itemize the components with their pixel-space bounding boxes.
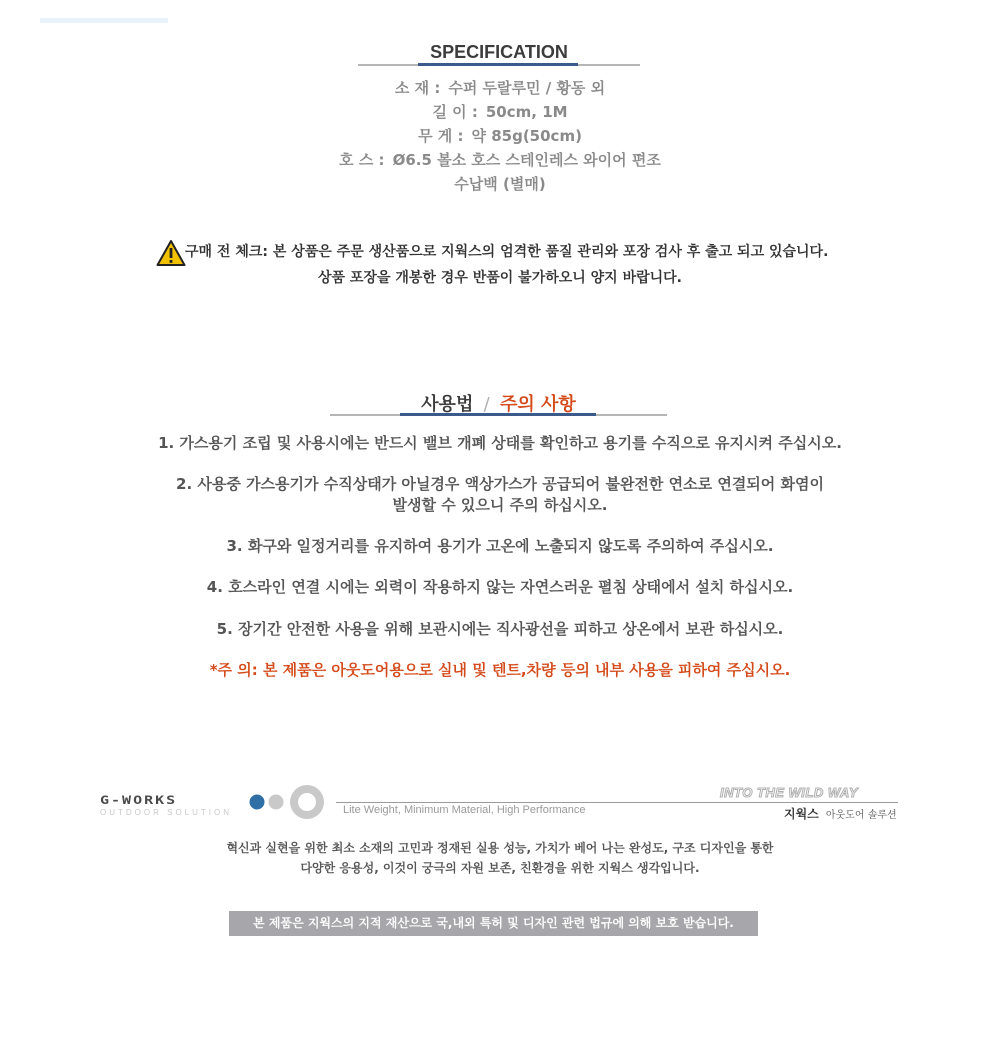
top-left-mark	[40, 18, 168, 23]
gworks-logo-sub: OUTDOOR SOLUTION	[100, 808, 233, 817]
usage-item-5: 5. 장기간 안전한 사용을 위해 보관시에는 직사광선을 피하고 상온에서 보관 하십시오.	[216, 620, 784, 638]
gworks-logo-text: G-WORKS	[100, 793, 178, 807]
usage-title-accent: 주의 사항	[499, 394, 576, 415]
spec-list	[0, 76, 1000, 196]
usage-heading	[330, 390, 667, 420]
spec-weight: 무 게 : 약 85g(50cm)	[418, 127, 582, 145]
usage-title-sep: /	[483, 394, 490, 415]
spec-title: SPECIFICATION	[430, 42, 568, 62]
usage-caution: *주 의: 본 제품은 아웃도어용으로 실내 및 텐트,차량 등의 내부 사용을 피하여 주십시오.	[209, 661, 791, 679]
footer-desc-2: 다양한 응용성, 이것이 궁극의 자원 보존, 친환경을 위한 지웍스 생각입니다.	[300, 861, 700, 875]
notice-bar	[229, 911, 758, 936]
warning-line-2: 상품 포장을 개봉한 경우 반품이 불가하오니 양지 바랍니다.	[317, 270, 682, 286]
usage-item-2: 2. 사용중 가스용기가 수직상태가 아닐경우 액상가스가 공급되어 불완전한 연소로 연결되어 화염이	[176, 475, 824, 493]
notice-text: 본 제품은 지웍스의 지적 재산으로 국,내외 특허 및 디자인 관련 법규에 의해 보호 받습니다.	[253, 916, 734, 930]
footer-brand-kr: 지웍스 아웃도어 솔루션	[784, 807, 897, 821]
usage-item-4: 4. 호스라인 연결 시에는 외력이 작용하지 않는 자연스러운 펼침 상태에서 설치 하십시오.	[206, 578, 794, 596]
warning-icon	[156, 239, 186, 267]
footer-desc-1: 혁신과 실현을 위한 최소 소재의 고민과 정재된 실용 성능, 가치가 베어 나는 완성도, 구조 디자인을 통한	[226, 841, 774, 855]
spec-bag: 수납백 (별매)	[454, 175, 546, 193]
usage-title: 사용법	[421, 394, 474, 415]
usage-item-1: 1. 가스용기 조립 및 사용시에는 반드시 밸브 개폐 상태를 확인하고 용기를 수직으로 유지시켜 주십시오.	[158, 434, 842, 452]
logo-circles	[248, 782, 328, 824]
usage-item-3: 3. 화구와 일정거리를 유지하여 용기가 고온에 노출되지 않도록 주의하여 주십시오.	[226, 537, 774, 555]
gworks-logo	[100, 794, 250, 818]
spec-hose: 호 스 : Ø6.5 볼소 호스 스테인레스 와이어 편조	[339, 151, 661, 169]
footer-tagline: Lite Weight, Minimum Material, High Performance	[343, 804, 586, 816]
footer-slogan: INTO THE WILD WAY	[720, 785, 859, 800]
warning-line-1: 구매 전 체크: 본 상품은 주문 생산품으로 지웍스의 엄격한 품질 관리와 포장 검사 후 출고 되고 있습니다.	[185, 244, 829, 260]
spec-heading	[358, 40, 640, 70]
spec-material: 소 재 : 수퍼 두랄루민 / 황동 외	[394, 79, 606, 97]
usage-item-2-cont: 발생할 수 있으니 주의 하십시오.	[392, 496, 608, 514]
spec-length: 길 이 : 50cm, 1M	[432, 103, 568, 121]
